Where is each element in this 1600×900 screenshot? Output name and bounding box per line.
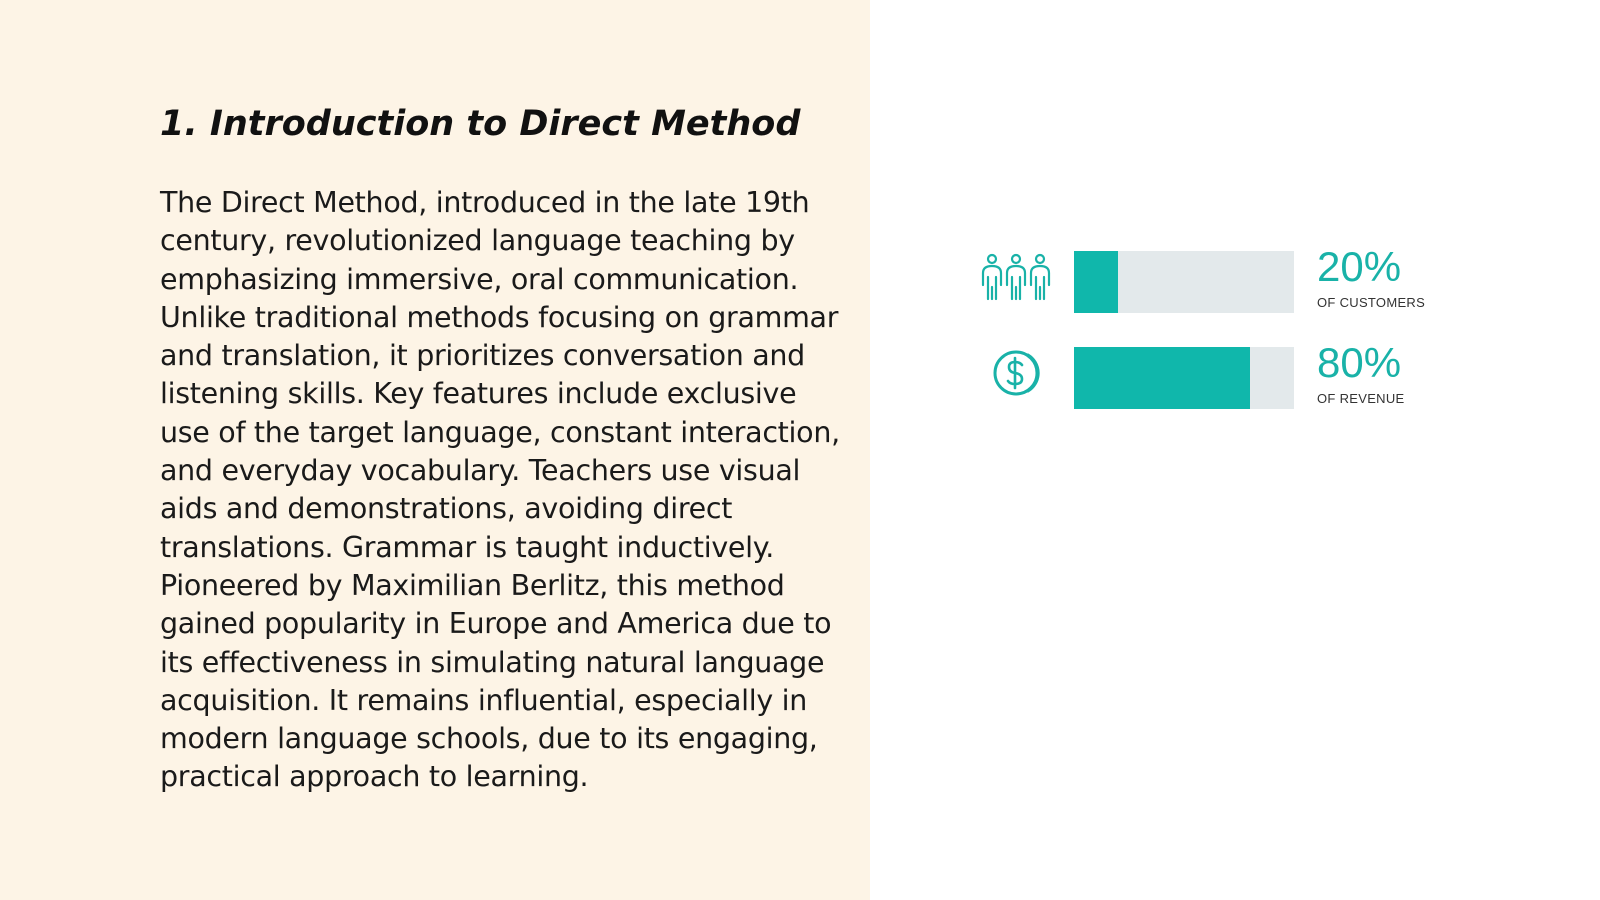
bar-fill-customers <box>1074 251 1118 313</box>
bar-track <box>1074 347 1294 409</box>
bar-fill-revenue <box>1074 347 1250 409</box>
stat-row-revenue <box>980 339 1440 412</box>
stat-label-revenue: OF REVENUE <box>1317 391 1405 406</box>
slide-title: 1. Introduction to Direct Method <box>160 104 801 144</box>
bar-track <box>1074 251 1294 313</box>
stat-row-customers <box>980 243 1440 316</box>
stat-value-revenue: 80% <box>1317 339 1402 386</box>
people-group-icon <box>980 251 1052 303</box>
slide-body-text: The Direct Method, introduced in the late 19th century, revolutionized language teaching by emphasizing immersive, oral communication. Unlike traditional methods focusing on grammar and translation, it prioritizes conversation and listening skills. Key features include exclusive use of the target language, constant interaction, and everyday vocabulary. Teachers use visual aids and demonstrations, avoiding direct translations. Grammar is taught inductively. Pioneered by Maximilian Berlitz, this method gained popularity in Europe and America due to its effectiveness in simulating natural language acquisition. It remains influential, especially in modern language schools, due to its engaging, practical approach to learning. <box>160 186 840 794</box>
dollar-coin-icon <box>980 347 1052 399</box>
stat-value-customers: 20% <box>1317 243 1402 290</box>
stat-label-customers: OF CUSTOMERS <box>1317 295 1426 310</box>
